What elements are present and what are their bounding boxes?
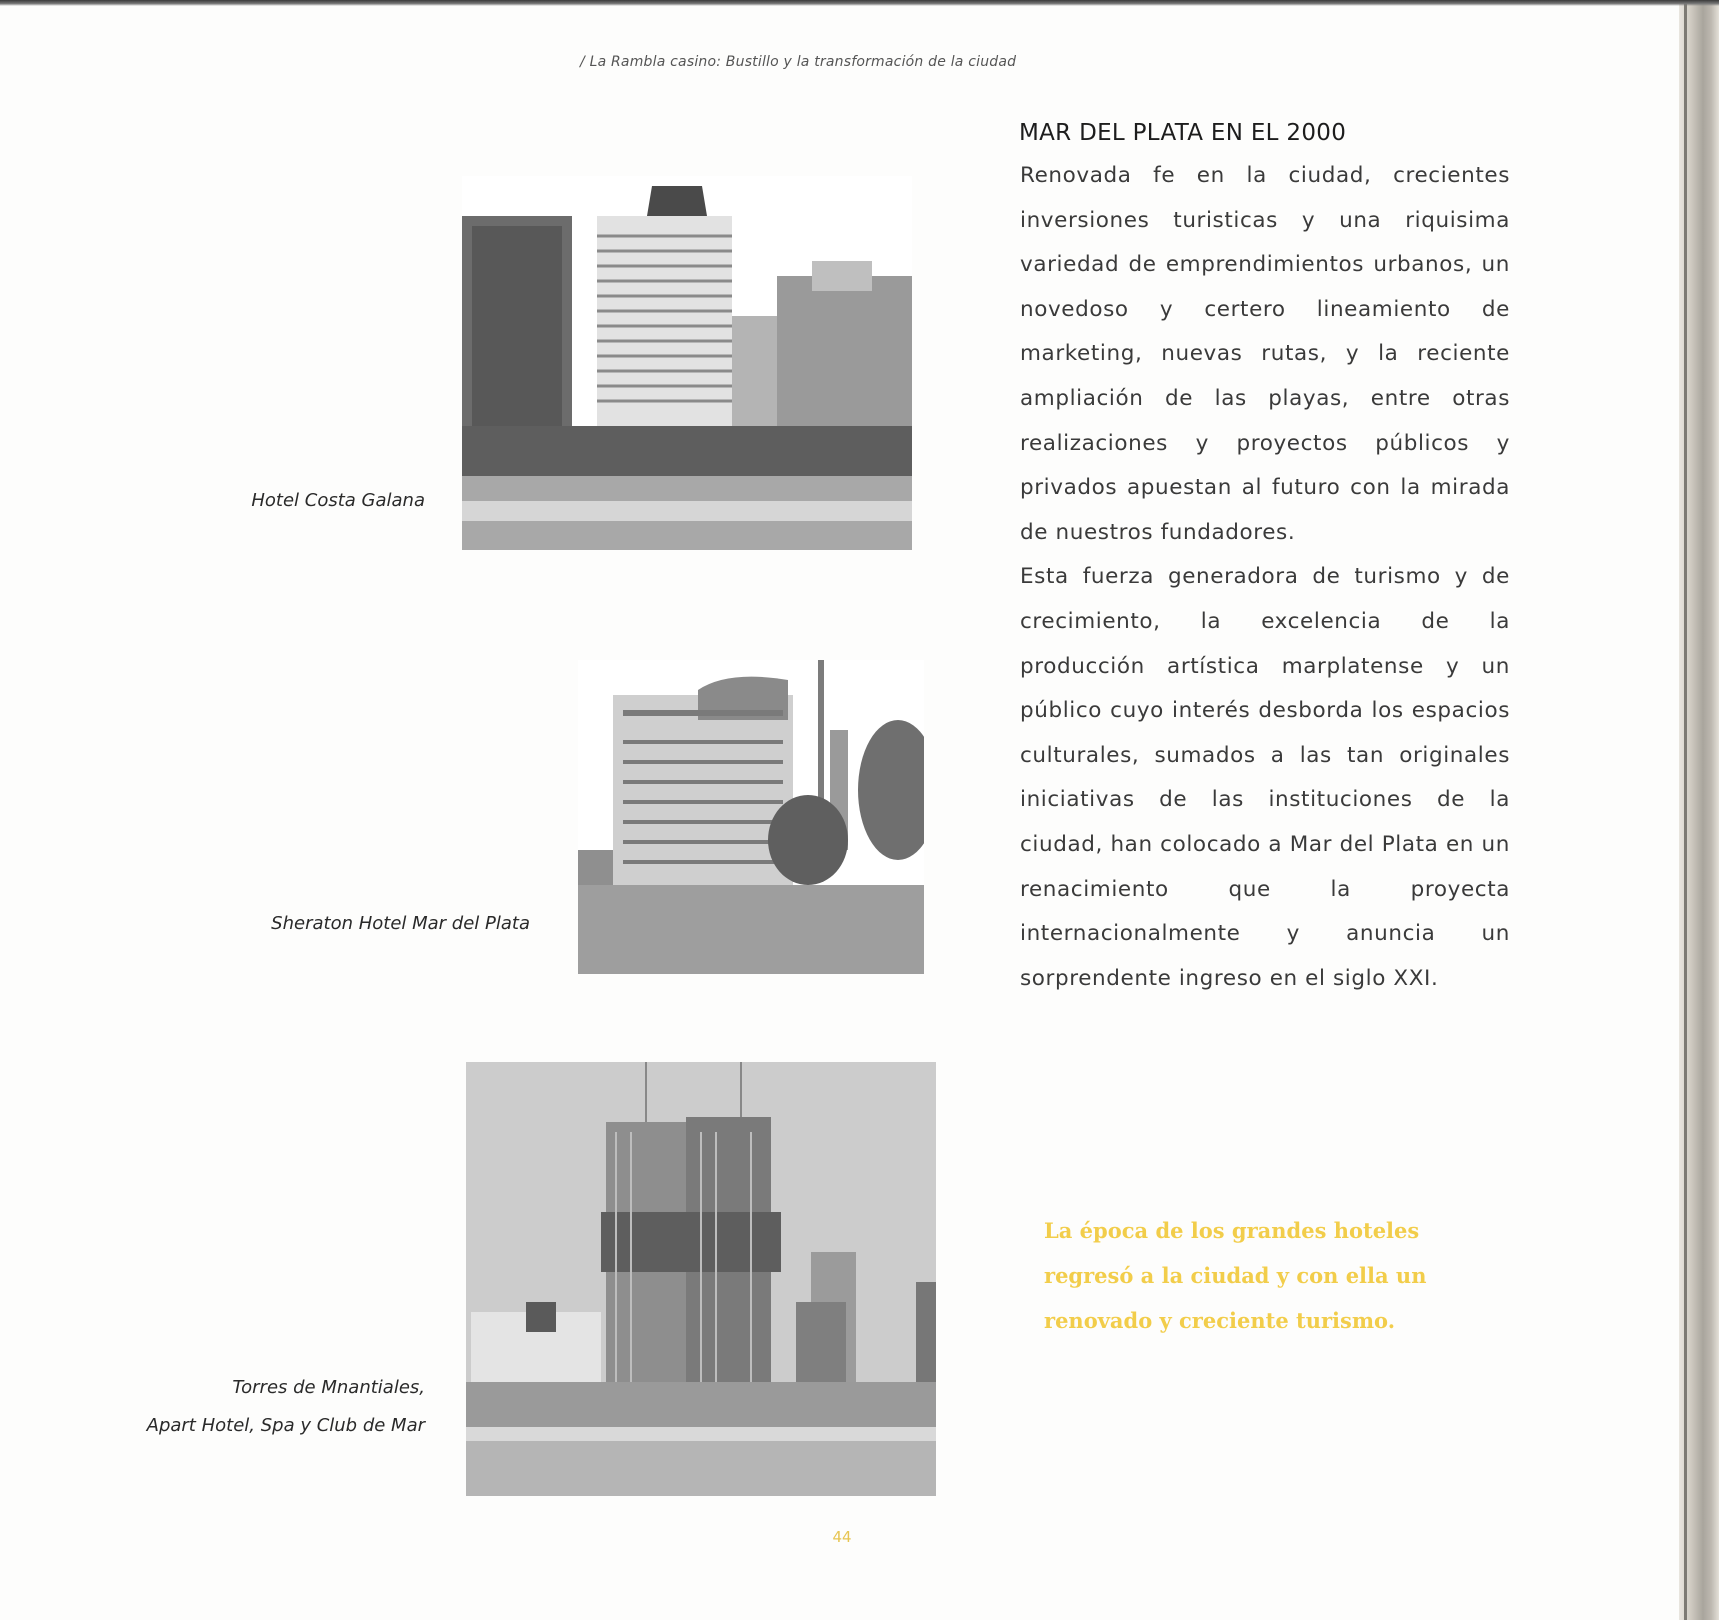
caption-line: Sheraton Hotel Mar del Plata <box>271 913 530 934</box>
caption-line: Torres de Mnantiales, <box>232 1377 425 1398</box>
caption-sheraton-hotel <box>250 905 530 943</box>
scan-top-shadow <box>0 0 1719 6</box>
caption-hotel-costa-galana <box>200 482 425 520</box>
photo-sheraton-hotel <box>578 660 924 974</box>
caption-torres-de-manantiales <box>110 1369 425 1445</box>
running-head: / La Rambla casino: Bustillo y la transformación de la ciudad <box>580 54 1017 70</box>
photo-hotel-costa-galana-image <box>462 176 912 550</box>
photo-sheraton-hotel-image <box>578 660 924 974</box>
book-spine-edge <box>1684 0 1687 1620</box>
section-title: MAR DEL PLATA EN EL 2000 <box>1019 120 1347 146</box>
caption-line: Hotel Costa Galana <box>251 490 425 511</box>
photo-torres-de-manantiales-image <box>466 1062 936 1496</box>
photo-torres-de-manantiales <box>466 1062 936 1496</box>
paragraph: Esta fuerza generadora de turismo y de crecimiento, la excelencia de la producción artística marplatense y un público cuyo interés desborda los espacios culturales, sumados a las tan originales iniciativas de las instituciones de la ciudad, han colocado a Mar del Plata en un renacimiento que la proyecta internacionalmente y anuncia un sorprendente ingreso en el siglo XXI. <box>1020 564 1510 991</box>
caption-line: Apart Hotel, Spa y Club de Mar <box>146 1415 425 1436</box>
paragraph: Renovada fe en la ciudad, crecientes inversiones turisticas y una riquisima variedad de emprendimientos urbanos, un novedoso y certero lineamiento de marketing, nuevas rutas, y la reciente ampliación de las playas, entre otras realizaciones y proyectos públicos y privados apuestan al futuro con la mirada de nuestros fundadores. <box>1020 163 1510 545</box>
photo-hotel-costa-galana <box>462 176 912 550</box>
pull-quote: La época de los grandes hoteles regresó a la ciudad y con ella un renovado y creciente turismo. <box>1044 1218 1427 1333</box>
article-body <box>1020 154 1510 1001</box>
page-number: 44 <box>832 1528 852 1546</box>
